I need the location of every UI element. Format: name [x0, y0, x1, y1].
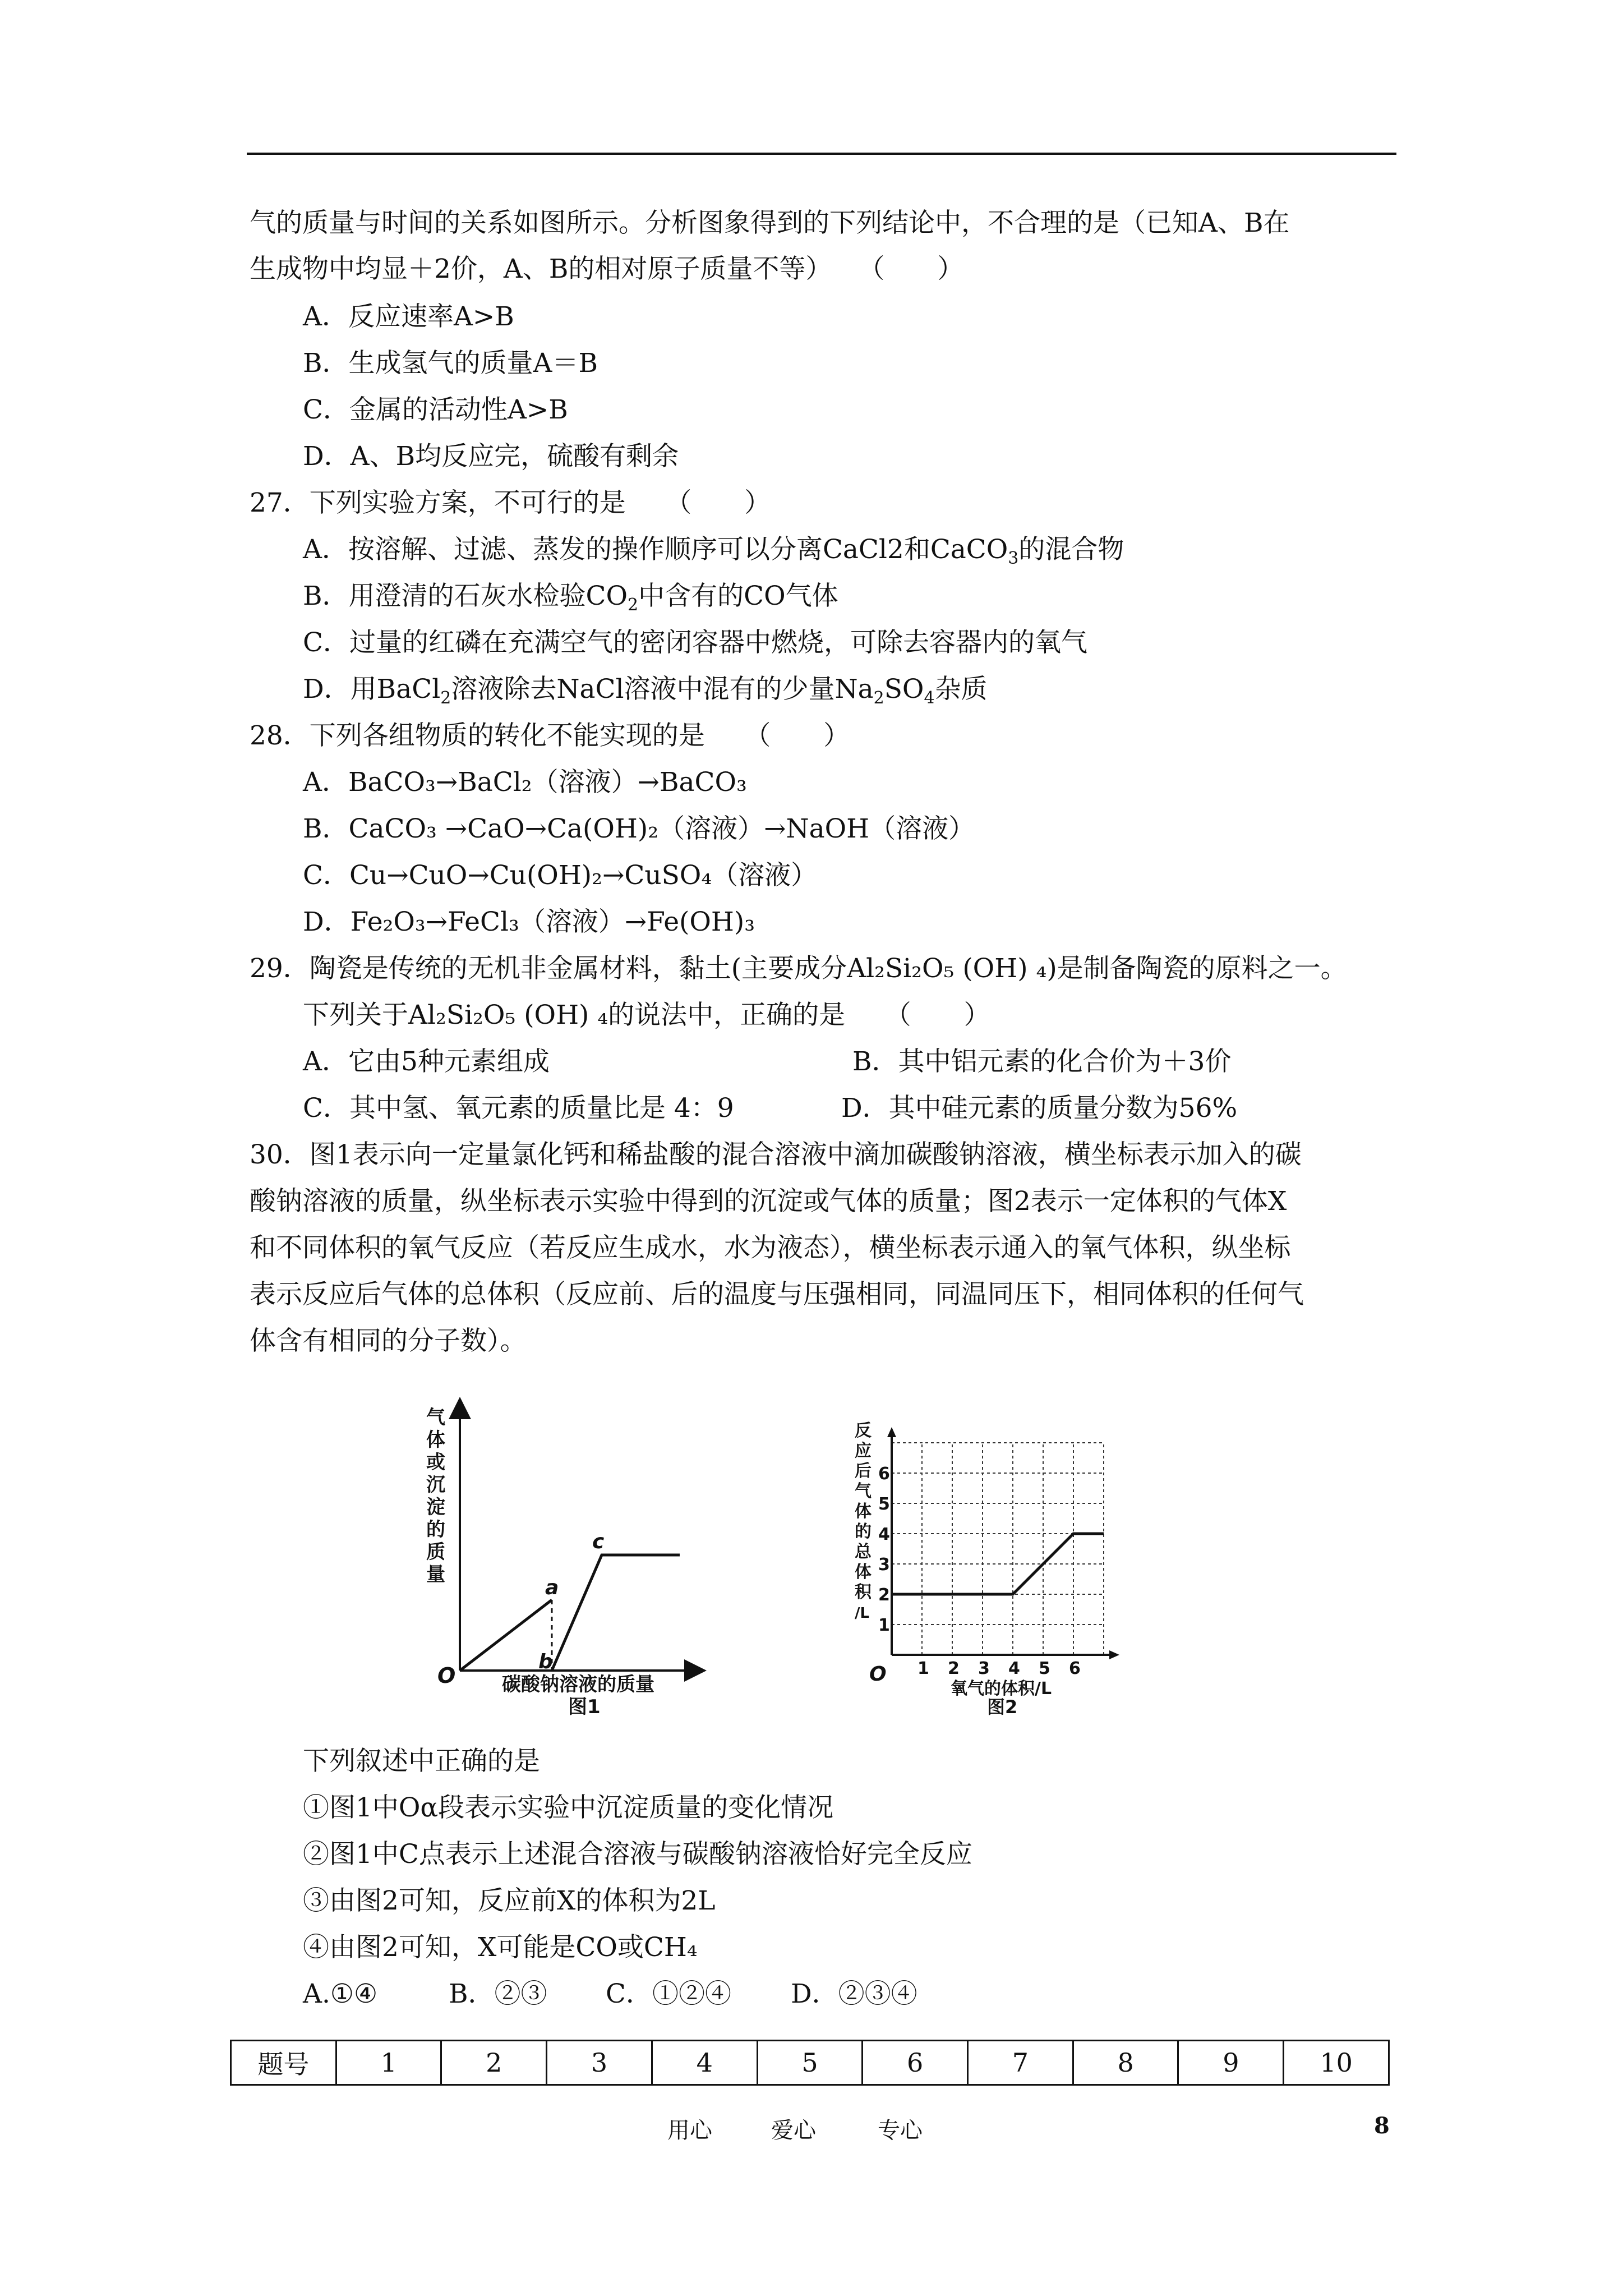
header-rule	[247, 153, 1396, 155]
footer-word: 爱心	[771, 2118, 816, 2143]
q29-option-d: D．其中硅元素的质量分数为56%	[841, 1093, 1238, 1124]
q27-stem: 27．下列实验方案，不可行的是 （ ）	[250, 487, 771, 518]
fig2-x-tick-label: 5	[1039, 1659, 1050, 1678]
q29-stem-line1: 29．陶瓷是传统的无机非金属材料，黏土(主要成分Al₂Si₂O₅ (OH) ₄)是制备陶瓷的原料之一。	[250, 953, 1347, 984]
fig2-x-arrow	[1109, 1650, 1119, 1659]
fig1-ylabel-char: 的	[426, 1519, 445, 1541]
answer-table-number: 6	[863, 2041, 968, 2085]
fig1-point-c: c	[592, 1530, 605, 1553]
fig1-origin: O	[437, 1663, 456, 1688]
q28-stem: 28．下列各组物质的转化不能实现的是 （ ）	[250, 720, 850, 751]
fig2-x-tick-label: 4	[1008, 1659, 1020, 1678]
fig2-y-tick-label: 5	[878, 1494, 890, 1514]
fig2-x-tick-label: 3	[978, 1659, 990, 1678]
answer-table-number: 10	[1284, 2041, 1389, 2085]
fig2-x-label: 氧气的体积/L	[951, 1679, 1052, 1699]
fig2-x-tick-label: 2	[948, 1659, 960, 1678]
fig2-ticks	[878, 1464, 1081, 1678]
q28-option-d: D．Fe₂O₃→FeCl₃（溶液）→Fe(OH)₃	[303, 907, 755, 937]
q30-choice-b: B．②③	[449, 1978, 547, 2009]
fig2-ylabel-char: 总	[855, 1542, 872, 1562]
fig2-y-label	[855, 1421, 872, 1622]
q27-option-a: A．按溶解、过滤、蒸发的操作顺序可以分离CaCl2和CaCO$_3$的混合物	[303, 534, 1124, 568]
fig2-y-tick-label: 6	[878, 1464, 890, 1484]
q29-stem-line2: 下列关于Al₂Si₂O₅ (OH) ₄的说法中，正确的是 （ ）	[303, 1000, 990, 1030]
fig2-grid	[892, 1443, 1104, 1655]
q30-choice-c: C．①②④	[606, 1978, 731, 2009]
q29-option-a: A．它由5种元素组成	[303, 1046, 550, 1077]
fig2-y-tick-label: 2	[878, 1585, 890, 1605]
fig1-ylabel-char: 质	[426, 1541, 445, 1563]
fig2-origin: O	[869, 1663, 887, 1686]
fig2-ylabel-char: 反	[855, 1421, 872, 1441]
fig1-ylabel-char: 气	[426, 1406, 445, 1429]
answer-table-number: 1	[336, 2041, 441, 2085]
q26-stem-line2: 生成物中均显＋2价，A、B的相对原子质量不等） （ ）	[250, 254, 964, 284]
fig2-x-tick-label: 1	[917, 1659, 929, 1678]
answer-table-number: 4	[652, 2041, 757, 2085]
q30-statement-1: ①图1中Oα段表示实验中沉淀质量的变化情况	[303, 1792, 834, 1823]
fig1-point-a: a	[545, 1576, 559, 1599]
fig1-ylabel-char: 体	[426, 1429, 445, 1451]
answer-table-number: 3	[547, 2041, 652, 2085]
fig1-caption: 图1	[568, 1696, 601, 1718]
fig2-ylabel-char: /L	[855, 1605, 870, 1622]
fig1-y-label	[426, 1406, 445, 1586]
q28-option-b: B．CaCO₃ →CaO→Ca(OH)₂（溶液）→NaOH（溶液）	[303, 813, 975, 844]
answer-table-number: 2	[441, 2041, 547, 2085]
footer-word: 专心	[878, 2118, 923, 2143]
fig1-precipitate-curve	[552, 1555, 680, 1671]
page-number: 8	[1374, 2113, 1390, 2139]
q30-stem-line3: 和不同体积的氧气反应（若反应生成水，水为液态），横坐标表示通入的氧气体积，纵坐标	[250, 1232, 1291, 1263]
answer-table-number: 5	[757, 2041, 863, 2085]
q26-option-d: D．A、B均反应完，硫酸有剩余	[303, 441, 679, 472]
fig2-y-arrow	[887, 1427, 896, 1437]
q26-option-a: A．反应速率A>B	[303, 301, 514, 332]
fig2-ylabel-char: 体	[855, 1502, 872, 1521]
q30-statement-2: ②图1中C点表示上述混合溶液与碳酸钠溶液恰好完全反应	[303, 1839, 972, 1870]
fig2-ylabel-char: 气	[855, 1481, 872, 1501]
q26-option-c: C．金属的活动性A>B	[303, 394, 568, 425]
fig1-point-b: b	[538, 1650, 553, 1673]
q28-option-a: A．BaCO₃→BaCl₂（溶液）→BaCO₃	[303, 767, 747, 798]
fig2-x-tick-label: 6	[1069, 1659, 1081, 1678]
q29-option-b: B．其中铝元素的化合价为＋3价	[852, 1046, 1232, 1077]
q30-stem-line2: 酸钠溶液的质量，纵坐标表示实验中得到的沉淀或气体的质量；图2表示一定体积的气体X	[250, 1186, 1287, 1217]
q26-stem-line1: 气的质量与时间的关系如图所示。分析图象得到的下列结论中，不合理的是（已知A、B在	[250, 208, 1290, 238]
q30-prompt: 下列叙述中正确的是	[303, 1746, 540, 1777]
fig1-ylabel-char: 或	[426, 1451, 445, 1474]
fig1-ylabel-char: 淀	[426, 1496, 445, 1519]
fig1-ylabel-char: 量	[426, 1563, 445, 1586]
q29-option-c: C．其中氢、氧元素的质量比是 4：9	[303, 1093, 734, 1124]
figure-1	[415, 1397, 740, 1722]
q30-stem-line1: 30．图1表示向一定量氯化钙和稀盐酸的混合溶液中滴加碳酸钠溶液，横坐标表示加入的碳	[250, 1139, 1302, 1170]
answer-table-row	[231, 2041, 1389, 2085]
q28-option-c: C．Cu→CuO→Cu(OH)₂→CuSO₄（溶液）	[303, 860, 818, 891]
figure-2-chart	[852, 1414, 1166, 1728]
q30-choice-a: A.①④	[303, 1978, 378, 2009]
fig2-y-tick-label: 3	[878, 1555, 890, 1575]
fig2-y-tick-label: 1	[878, 1616, 890, 1635]
answer-table-number: 8	[1073, 2041, 1178, 2085]
fig1-ylabel-char: 沉	[426, 1474, 445, 1496]
fig2-ylabel-char: 后	[855, 1461, 872, 1481]
fig2-ylabel-char: 应	[855, 1441, 872, 1461]
q26-option-b: B．生成氢气的质量A＝B	[303, 348, 598, 379]
q30-stem-line4: 表示反应后气体的总体积（反应前、后的温度与压强相同，同温同压下，相同体积的任何气	[250, 1279, 1304, 1310]
answer-table-header: 题号	[231, 2041, 336, 2085]
q30-statement-3: ③由图2可知，反应前X的体积为2L	[303, 1885, 716, 1916]
q27-option-b: B．用澄清的石灰水检验$CO_2$中含有的CO气体	[303, 581, 838, 615]
answer-table-number: 9	[1178, 2041, 1284, 2085]
footer-word: 用心	[667, 2118, 712, 2143]
fig2-ylabel-char: 的	[855, 1522, 872, 1542]
q30-statement-4: ④由图2可知，X可能是CO或CH₄	[303, 1932, 698, 1963]
fig1-x-label: 碳酸钠溶液的质量	[502, 1673, 654, 1696]
fig2-ylabel-char: 体	[855, 1562, 872, 1582]
fig2-y-tick-label: 4	[878, 1525, 890, 1544]
q30-choice-d: D．②③④	[791, 1978, 917, 2009]
q27-option-c: C．过量的红磷在充满空气的密闭容器中燃烧，可除去容器内的氧气	[303, 627, 1087, 658]
q27-option-d: D．用BaCl$_2$溶液除去NaCl溶液中混有的少量$Na_2SO_4$杂质	[303, 674, 988, 708]
q30-stem-line5: 体含有相同的分子数）。	[250, 1326, 527, 1356]
fig2-caption: 图2	[987, 1696, 1018, 1718]
answer-table	[230, 2040, 1390, 2086]
answer-table-number: 7	[968, 2041, 1073, 2085]
fig2-ylabel-char: 积	[855, 1582, 872, 1602]
